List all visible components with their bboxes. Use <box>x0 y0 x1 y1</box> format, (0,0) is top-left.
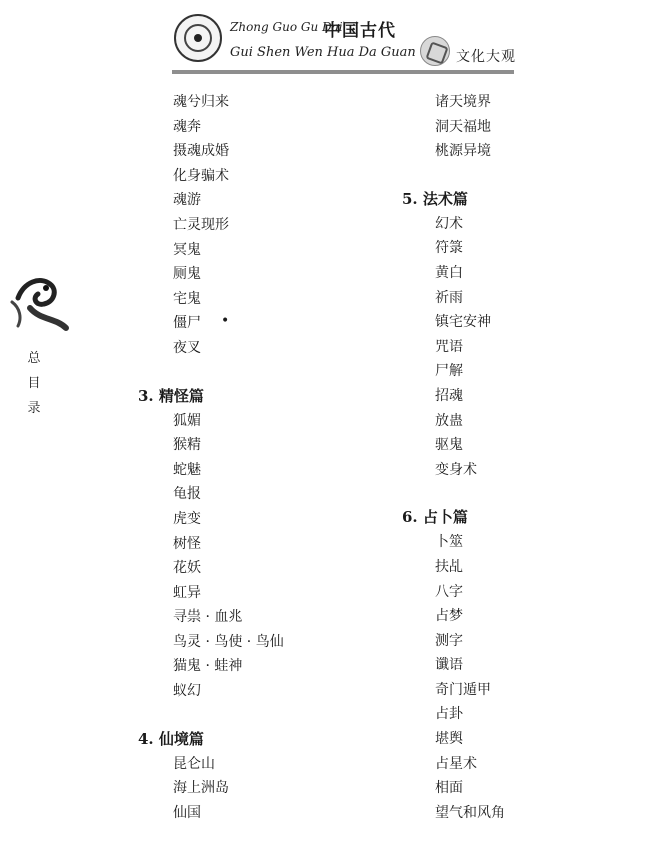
toc-entry: 招魂 <box>435 387 463 404</box>
toc-entry: 扶乩 <box>435 558 463 575</box>
toc-entry: 猫鬼 · 蛙神 <box>173 658 243 675</box>
stray-dot-mark: • <box>221 313 230 329</box>
toc-entry: 黄白 <box>435 264 463 281</box>
calligraphy-stamp-icon <box>420 36 450 66</box>
toc-entry: 占星术 <box>435 755 477 772</box>
toc-entry: 僵尸 <box>173 315 201 332</box>
toc-entry: 魂游 <box>173 192 201 209</box>
toc-continued-list <box>138 90 378 361</box>
side-label-char: 录 <box>27 401 41 416</box>
toc-entry: 昆仑山 <box>173 755 215 772</box>
book-header <box>172 12 520 74</box>
section-heading-6: 6. 占卜篇 <box>402 508 468 527</box>
header-rule <box>172 70 514 74</box>
toc-entry: 猴精 <box>173 437 201 454</box>
toc-entry: 放蛊 <box>435 412 463 429</box>
toc-entry: 洞天福地 <box>435 118 491 135</box>
toc-entry: 符箓 <box>435 240 463 257</box>
toc-continued-list <box>402 90 622 164</box>
toc-entry: 堪舆 <box>435 731 463 748</box>
toc-entry: 幻术 <box>435 215 463 232</box>
toc-entry: 夜叉 <box>173 339 201 356</box>
toc-entry: 化身骗术 <box>173 167 229 184</box>
toc-entry: 占梦 <box>435 608 463 625</box>
toc-entry: 冥鬼 <box>173 241 201 258</box>
toc-entry: 摄魂成婚 <box>173 143 229 160</box>
toc-entry: 魂兮归来 <box>173 94 229 110</box>
side-label-char: 总 <box>27 351 41 366</box>
toc-entry: 桃源异境 <box>435 143 491 160</box>
section-heading-3: 3. 精怪篇 <box>138 386 204 405</box>
toc-entry: 镇宅安神 <box>435 314 491 331</box>
header-pinyin-line1: Zhong Guo Gu Dai <box>230 20 343 34</box>
toc-entry: 变身术 <box>435 461 477 478</box>
toc-left-column <box>138 90 378 825</box>
toc-entry: 蛇魅 <box>173 461 201 478</box>
toc-entry: 八字 <box>435 583 463 600</box>
toc-entry: 寻祟 · 血兆 <box>173 609 243 626</box>
toc-entry: 相面 <box>435 780 463 797</box>
header-title-cn: 中国古代 <box>324 21 396 41</box>
header-pinyin-line2: Gui Shen Wen Hua Da Guan <box>230 45 416 60</box>
side-label-contents <box>26 346 42 421</box>
toc-entry: 奇门遁甲 <box>435 681 491 698</box>
section-heading-5: 5. 法术篇 <box>402 189 468 208</box>
section-heading-4: 4. 仙境篇 <box>138 729 204 748</box>
toc-entry: 仙国 <box>173 804 201 821</box>
toc-entry: 虎变 <box>173 510 201 527</box>
toc-entry: 驱鬼 <box>435 437 463 454</box>
section-6-list <box>402 530 622 825</box>
toc-entry: 海上洲岛 <box>173 780 229 797</box>
section-5-list <box>402 212 622 483</box>
toc-entry: 宅鬼 <box>173 290 201 307</box>
dragon-ornament-icon <box>10 268 70 336</box>
toc-entry: 望气和风角 <box>435 804 505 821</box>
toc-entry: 树怪 <box>173 535 201 552</box>
toc-entry: 狐媚 <box>173 412 201 429</box>
toc-entry: 占卦 <box>435 706 463 723</box>
side-label-char: 目 <box>27 376 41 391</box>
toc-entry: 龟报 <box>173 486 201 503</box>
section-4-list <box>138 752 378 826</box>
toc-entry: 诸天境界 <box>435 94 491 110</box>
toc-entry: 魂奔 <box>173 118 201 135</box>
toc-entry: 测字 <box>435 632 463 649</box>
toc-entry: 谶语 <box>435 657 463 674</box>
toc-entry: 鸟灵 · 鸟使 · 鸟仙 <box>173 633 284 650</box>
toc-entry: 亡灵现形 <box>173 216 229 233</box>
toc-entry: 咒语 <box>435 338 463 355</box>
toc-entry: 卜筮 <box>435 534 463 551</box>
toc-right-column <box>402 90 622 825</box>
toc-entry: 蚁幻 <box>173 683 201 700</box>
header-title-cn-suffix: 文化大观 <box>456 49 516 65</box>
section-3-list <box>138 409 378 704</box>
toc-entry: 花妖 <box>173 560 201 577</box>
toc-entry: 虹异 <box>173 584 201 601</box>
toc-entry: 尸解 <box>435 363 463 380</box>
seal-emblem-icon <box>174 14 222 62</box>
toc-entry: 厕鬼 <box>173 266 201 283</box>
toc-entry: 祈雨 <box>435 289 463 306</box>
